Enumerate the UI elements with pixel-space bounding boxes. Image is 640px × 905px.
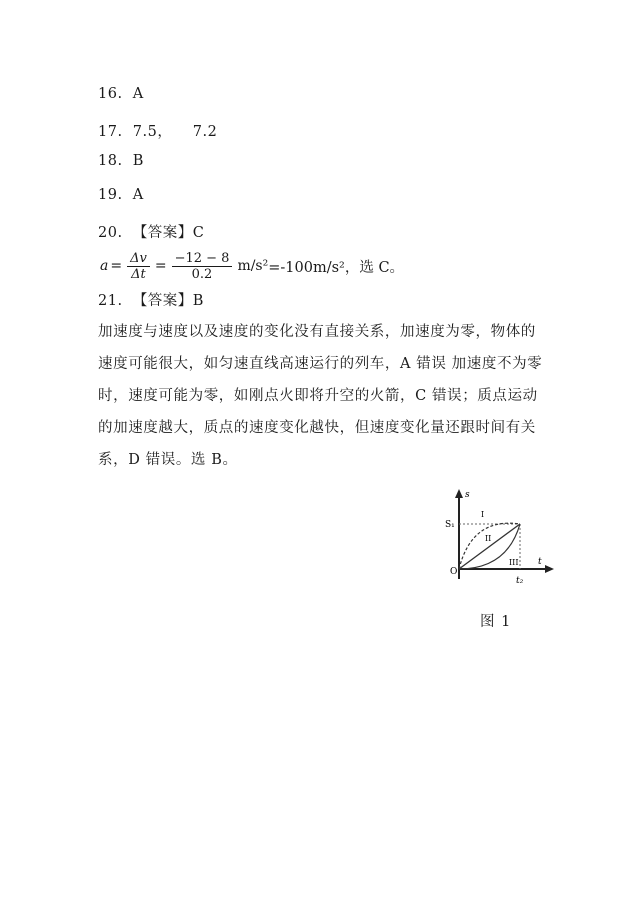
answer-19 bbox=[98, 187, 144, 203]
st-graph bbox=[432, 487, 557, 587]
curve-i-label: I bbox=[481, 510, 485, 519]
answer-text: 【答案】C bbox=[132, 225, 205, 241]
answer-21 bbox=[98, 289, 204, 310]
answer-text: 【答案】B bbox=[132, 293, 204, 309]
formula-eq: = bbox=[110, 258, 123, 274]
answer-18 bbox=[98, 153, 144, 169]
formula-lhs: a bbox=[100, 258, 109, 274]
fraction-values bbox=[172, 251, 233, 282]
answer-number: 19. bbox=[98, 187, 123, 203]
fraction-denominator: 0.2 bbox=[191, 266, 213, 282]
formula bbox=[100, 246, 404, 286]
answer-20 bbox=[98, 221, 204, 242]
answer-number: 18. bbox=[98, 153, 123, 169]
s1-label: S₁ bbox=[445, 520, 455, 530]
t2-label: t₂ bbox=[516, 576, 524, 586]
figure-caption: 图 1 bbox=[480, 614, 512, 630]
explanation-paragraph: 加速度与速度以及速度的变化没有直接关系，加速度为零，物体的速度可能很大，如匀速直线高速运行的列车，A 错误 加速度不为零时，速度可能为零，如刚点火即将升空的火箭，C 错误；质点运动的加速度越大，质点的速度变化越快，但速度变化量还跟时间有关系，D 错误。选 B。 bbox=[98, 324, 543, 468]
fraction-denominator: Δt bbox=[131, 266, 146, 282]
curve-iii-label: III bbox=[509, 558, 519, 567]
fraction-numerator: Δv bbox=[127, 251, 150, 267]
formula-result: =-100m/s²，选 C。 bbox=[268, 259, 405, 276]
fraction-delta bbox=[127, 251, 150, 282]
answer-text: B bbox=[132, 153, 144, 169]
origin-label: O bbox=[450, 567, 458, 577]
y-axis-label: s bbox=[465, 490, 470, 500]
x-axis-label: t bbox=[538, 557, 542, 567]
answer-text: 7.5， 7.2 bbox=[132, 124, 218, 140]
y-axis-arrow bbox=[455, 489, 463, 498]
fraction-numerator: −12 − 8 bbox=[172, 251, 233, 267]
answer-text: A bbox=[132, 86, 144, 102]
answer-16 bbox=[98, 86, 144, 102]
answer-number: 20. bbox=[98, 225, 123, 241]
answer-17 bbox=[98, 120, 217, 141]
answer-number: 17. bbox=[98, 124, 123, 140]
answer-number: 16. bbox=[98, 86, 123, 102]
answer-text: A bbox=[132, 187, 144, 203]
answer-number: 21. bbox=[98, 293, 123, 309]
formula-eq-2: = bbox=[154, 258, 167, 274]
x-axis-arrow bbox=[545, 565, 554, 573]
formula-unit: m/s² bbox=[237, 258, 269, 274]
curve-ii-label: II bbox=[485, 534, 492, 543]
